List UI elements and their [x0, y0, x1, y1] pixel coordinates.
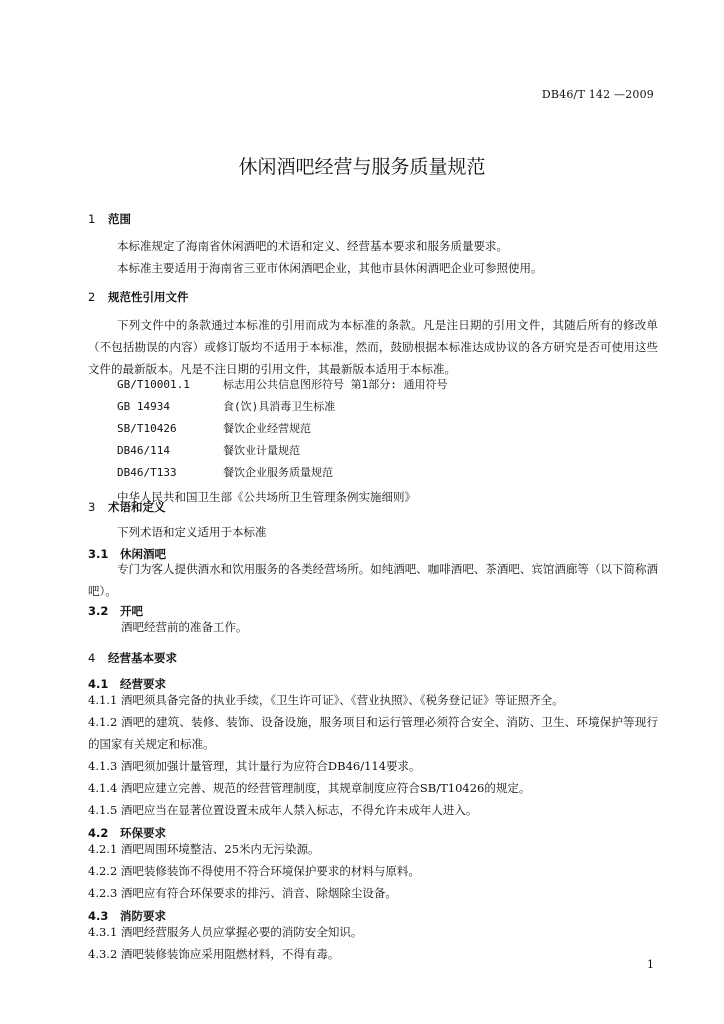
reference-name: 餐饮企业服务质量规范	[223, 466, 333, 479]
reference-item	[117, 420, 311, 436]
scope-paragraph-2: 本标准主要适用于海南省三亚市休闲酒吧企业，其他市县休闲酒吧企业可参照使用。	[117, 261, 543, 275]
reference-name: 餐饮业计量规范	[223, 444, 300, 457]
clause-4-3-1: 4.3.1 酒吧经营服务人员应掌握必要的消防安全知识。	[88, 925, 363, 939]
clause-4-3-2: 4.3.2 酒吧装修装饰应采用阻燃材料，不得有毒。	[88, 947, 340, 961]
section-2-heading	[88, 289, 189, 305]
section-1-heading	[88, 211, 131, 227]
subsection-number: 4.1	[88, 677, 109, 691]
terms-intro: 下列术语和定义适用于本标准	[117, 525, 267, 539]
section-title: 范围	[108, 212, 131, 226]
scope-paragraph-1: 本标准规定了海南省休闲酒吧的术语和定义、经营基本要求和服务质量要求。	[117, 239, 508, 253]
clause-4-2-3: 4.2.3 酒吧应有符合环保要求的排污、消音、除烟除尘设备。	[88, 886, 397, 900]
reference-name: 餐饮企业经营规范	[223, 422, 311, 435]
section-3-heading	[88, 499, 166, 515]
reference-code: SB/T10426	[117, 422, 177, 435]
document-title: 休闲酒吧经营与服务质量规范	[238, 156, 486, 178]
section-number: 2	[88, 290, 96, 304]
reference-name: 食(饮)具消毒卫生标准	[223, 400, 336, 413]
clause-4-1-5: 4.1.5 酒吧应当在显著位置设置未成年人禁入标志，不得允许未成年人进入。	[88, 803, 478, 817]
section-number: 1	[88, 212, 96, 226]
subsection-number: 4.2	[88, 826, 109, 840]
clause-4-1-1: 4.1.1 酒吧须具备完备的执业手续，《卫生许可证》、《营业执照》、《税务登记证》等证照齐全。	[88, 693, 564, 707]
section-number: 4	[88, 651, 96, 665]
definition-opening: 酒吧经营前的准备工作。	[121, 620, 248, 634]
subsection-title: 消防要求	[120, 909, 166, 923]
reference-name: 标志用公共信息图形符号 第1部分: 通用符号	[223, 378, 448, 391]
page-number: 1	[647, 958, 654, 971]
section-title: 经营基本要求	[108, 651, 177, 665]
normative-references-intro: 下列文件中的条款通过本标准的引用而成为本标准的条款。凡是注日期的引用文件，其随后所有的修改单（不包括勘误的内容）或修订版均不适用于本标准，然而，鼓励根据本标准达成协议的各方研究是否可使用这些文件的最新版本。凡是不注日期的引用文件，其最新版本适用于本标准。	[88, 318, 658, 376]
clause-4-2-2: 4.2.2 酒吧装修装饰不得使用不符合环境保护要求的材料与原料。	[88, 864, 420, 878]
reference-code: DB46/114	[117, 444, 170, 457]
reference-item	[117, 398, 335, 414]
subsection-number: 3.1	[88, 547, 109, 561]
clause-4-1-4: 4.1.4 酒吧应建立完善、规范的经营管理制度，其规章制度应符合SB/T10426的规定。	[88, 781, 531, 795]
clause-4-2-1: 4.2.1 酒吧周围环境整洁、25米内无污染源。	[88, 842, 320, 856]
reference-regulation: 中华人民共和国卫生部《公共场所卫生管理条例实施细则》	[117, 490, 416, 504]
section-4-heading	[88, 650, 177, 666]
reference-item	[117, 442, 300, 458]
subsection-title: 休闲酒吧	[120, 547, 166, 561]
subsection-number: 4.3	[88, 909, 109, 923]
section-number: 3	[88, 500, 96, 514]
clause-4-1-3: 4.1.3 酒吧须加强计量管理，其计量行为应符合DB46/114要求。	[88, 759, 421, 773]
reference-item	[117, 376, 448, 392]
subsection-number: 3.2	[88, 604, 109, 618]
section-title: 规范性引用文件	[108, 290, 189, 304]
subsection-title: 经营要求	[120, 677, 166, 691]
reference-item	[117, 464, 333, 480]
subsection-title: 开吧	[120, 604, 143, 618]
clause-4-1-2: 4.1.2 酒吧的建筑、装修、装饰、设备设施，服务项目和运行管理必须符合安全、消防、卫生、环境保护等现行的国家有关规定和标准。	[88, 715, 658, 751]
section-title: 术语和定义	[108, 500, 166, 514]
reference-code: GB 14934	[117, 400, 170, 413]
document-code: DB46/T 142 —2009	[541, 88, 654, 101]
reference-code: GB/T10001.1	[117, 378, 190, 391]
definition-leisure-bar: 专门为客人提供酒水和饮用服务的各类经营场所。如纯酒吧、咖啡酒吧、茶酒吧、宾馆酒廊等（以下简称酒吧）。	[88, 562, 658, 598]
subsection-title: 环保要求	[120, 826, 166, 840]
reference-code: DB46/T133	[117, 466, 177, 479]
